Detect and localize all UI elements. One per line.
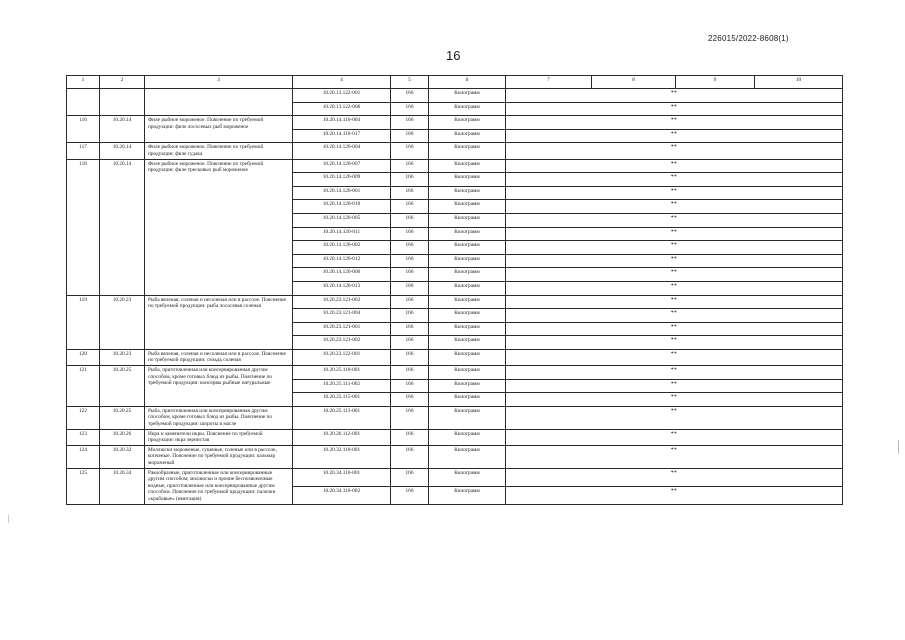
okved-code-cell: 10.20.32 — [100, 445, 145, 468]
marker-cell: ** — [506, 445, 843, 468]
unit-code-cell: 166 — [391, 349, 429, 365]
unit-name-cell: Килограмм — [429, 366, 506, 380]
unit-code-cell: 166 — [391, 116, 429, 130]
okpd-code-cell: 10.20.32.110-001 — [293, 445, 391, 468]
margin-mark — [898, 440, 899, 454]
table-row — [67, 116, 843, 130]
okpd-code-cell: 10.20.14.110-004 — [293, 116, 391, 130]
unit-code-cell: 166 — [391, 89, 429, 103]
description-cell: Филе рыбное мороженое. Пояснение по требуемой продукции: филе судака — [145, 143, 293, 159]
unit-name-cell: Килограмм — [429, 116, 506, 130]
row-number-cell — [67, 89, 100, 116]
okpd-code-cell: 10.20.34.110-002 — [293, 486, 391, 504]
unit-name-cell: Килограмм — [429, 445, 506, 468]
unit-name-cell: Килограмм — [429, 173, 506, 187]
marker-cell: ** — [506, 429, 843, 445]
unit-code-cell: 166 — [391, 393, 429, 407]
column-header: 2 — [100, 76, 145, 89]
column-header: 1 — [67, 76, 100, 89]
okpd-code-cell: 10.20.23.121-003 — [293, 295, 391, 309]
unit-code-cell: 166 — [391, 336, 429, 350]
column-header: 7 — [506, 76, 592, 89]
marker-cell: ** — [506, 116, 843, 130]
marker-cell: ** — [506, 366, 843, 380]
okved-code-cell: 10.20.14 — [100, 159, 145, 295]
okpd-code-cell: 10.20.13.122-006 — [293, 102, 391, 116]
unit-code-cell: 166 — [391, 173, 429, 187]
description-cell — [145, 89, 293, 116]
okpd-code-cell: 10.20.23.121-004 — [293, 309, 391, 323]
marker-cell: ** — [506, 393, 843, 407]
unit-code-cell: 166 — [391, 322, 429, 336]
description-cell: Ракообразные, приготовленные или консервированные другим способом; моллюски и прочие беспозвоночные водные, приготовленные или консервированные другим способом. Пояснение по требуемой продукции: палочки «крабовые» (имитация) — [145, 468, 293, 504]
marker-cell: ** — [506, 159, 843, 173]
unit-code-cell: 166 — [391, 254, 429, 268]
okved-code-cell: 10.20.26 — [100, 429, 145, 445]
okpd-code-cell: 10.20.14.110-017 — [293, 129, 391, 143]
okved-code-cell: 10.20.25 — [100, 406, 145, 429]
description-cell: Рыба, приготовленная или консервированная другим способом, кроме готовых блюд из рыбы. Пояснение по требуемой продукции: консервы рыбные натуральные — [145, 366, 293, 407]
unit-name-cell: Килограмм — [429, 159, 506, 173]
okpd-code-cell: 10.20.14.120-006 — [293, 268, 391, 282]
unit-code-cell: 166 — [391, 186, 429, 200]
unit-name-cell: Килограмм — [429, 322, 506, 336]
unit-name-cell: Килограмм — [429, 241, 506, 255]
unit-name-cell: Килограмм — [429, 143, 506, 159]
marker-cell: ** — [506, 173, 843, 187]
row-number-cell: 121 — [67, 366, 100, 407]
unit-name-cell: Килограмм — [429, 406, 506, 429]
table-row — [67, 445, 843, 468]
okpd-code-cell: 10.20.23.121-002 — [293, 336, 391, 350]
unit-name-cell: Килограмм — [429, 429, 506, 445]
unit-name-cell: Килограмм — [429, 200, 506, 214]
marker-cell: ** — [506, 336, 843, 350]
unit-name-cell: Килограмм — [429, 213, 506, 227]
okved-code-cell: 10.20.14 — [100, 116, 145, 143]
okpd-code-cell: 10.20.14.120-005 — [293, 213, 391, 227]
okved-code-cell: 10.20.34 — [100, 468, 145, 504]
unit-code-cell: 166 — [391, 468, 429, 486]
row-number-cell: 125 — [67, 468, 100, 504]
unit-code-cell: 166 — [391, 241, 429, 255]
column-header: 4 — [293, 76, 391, 89]
column-header: 6 — [429, 76, 506, 89]
description-cell: Филе рыбное мороженое. Пояснение по требуемой продукции: филе лососевых рыб мороженое — [145, 116, 293, 143]
unit-name-cell: Килограмм — [429, 336, 506, 350]
unit-code-cell: 166 — [391, 295, 429, 309]
unit-name-cell: Килограмм — [429, 393, 506, 407]
okpd-code-cell: 10.20.14.120-007 — [293, 159, 391, 173]
margin-mark — [8, 515, 9, 523]
row-number-cell: 122 — [67, 406, 100, 429]
unit-code-cell: 166 — [391, 445, 429, 468]
marker-cell: ** — [506, 322, 843, 336]
document-number: 226015/2022-8608(1) — [708, 34, 789, 43]
unit-code-cell: 166 — [391, 143, 429, 159]
unit-name-cell: Килограмм — [429, 468, 506, 486]
row-number-cell: 116 — [67, 116, 100, 143]
marker-cell: ** — [506, 241, 843, 255]
okpd-code-cell: 10.20.13.122-001 — [293, 89, 391, 103]
okpd-code-cell: 10.20.14.120-009 — [293, 173, 391, 187]
unit-name-cell: Килограмм — [429, 129, 506, 143]
marker-cell: ** — [506, 200, 843, 214]
unit-name-cell: Килограмм — [429, 102, 506, 116]
marker-cell: ** — [506, 281, 843, 295]
marker-cell: ** — [506, 254, 843, 268]
okpd-code-cell: 10.20.34.110-001 — [293, 468, 391, 486]
unit-code-cell: 166 — [391, 406, 429, 429]
okved-code-cell: 10.20.23 — [100, 349, 145, 365]
column-header: 10 — [755, 76, 843, 89]
row-number-cell: 118 — [67, 159, 100, 295]
marker-cell: ** — [506, 129, 843, 143]
unit-code-cell: 166 — [391, 129, 429, 143]
description-cell: Филе рыбное мороженое. Пояснение по требуемой продукции: филе тресковых рыб мороженое — [145, 159, 293, 295]
marker-cell: ** — [506, 102, 843, 116]
okved-code-cell: 10.20.14 — [100, 143, 145, 159]
description-cell: Рыба вяленая, соленая и несоленая или в рассоле. Пояснение по требуемой продукции: рыба лососевая соленая — [145, 295, 293, 349]
column-header: 9 — [676, 76, 755, 89]
unit-code-cell: 166 — [391, 213, 429, 227]
unit-name-cell: Килограмм — [429, 281, 506, 295]
marker-cell: ** — [506, 89, 843, 103]
table-row — [67, 349, 843, 365]
page-number: 16 — [446, 48, 461, 63]
unit-code-cell: 166 — [391, 159, 429, 173]
table-row — [67, 295, 843, 309]
unit-name-cell: Килограмм — [429, 486, 506, 504]
unit-code-cell: 166 — [391, 429, 429, 445]
okpd-code-cell: 10.20.26.112-001 — [293, 429, 391, 445]
okpd-code-cell: 10.20.25.115-001 — [293, 393, 391, 407]
unit-name-cell: Килограмм — [429, 89, 506, 103]
unit-code-cell: 166 — [391, 281, 429, 295]
okpd-code-cell: 10.20.14.120-004 — [293, 143, 391, 159]
okpd-code-cell: 10.20.25.110-001 — [293, 366, 391, 380]
unit-code-cell: 166 — [391, 379, 429, 393]
unit-name-cell: Килограмм — [429, 254, 506, 268]
table-row — [67, 429, 843, 445]
marker-cell: ** — [506, 186, 843, 200]
table-row — [67, 468, 843, 486]
marker-cell: ** — [506, 295, 843, 309]
table-row — [67, 406, 843, 429]
table-row — [67, 89, 843, 103]
table-row — [67, 159, 843, 173]
unit-code-cell: 166 — [391, 268, 429, 282]
description-cell: Рыба, приготовленная или консервированная другим способом, кроме готовых блюд из рыбы. Пояснение по требуемой продукции: шпроты в масле — [145, 406, 293, 429]
okpd-code-cell: 10.20.25.111-002 — [293, 379, 391, 393]
unit-name-cell: Килограмм — [429, 295, 506, 309]
unit-name-cell: Килограмм — [429, 268, 506, 282]
unit-name-cell: Килограмм — [429, 349, 506, 365]
table-body — [67, 76, 843, 505]
marker-cell: ** — [506, 268, 843, 282]
marker-cell: ** — [506, 468, 843, 486]
column-header: 5 — [391, 76, 429, 89]
unit-name-cell: Килограмм — [429, 379, 506, 393]
column-header: 3 — [145, 76, 293, 89]
row-number-cell: 119 — [67, 295, 100, 349]
okpd-code-cell: 10.20.14.120-012 — [293, 254, 391, 268]
unit-code-cell: 166 — [391, 102, 429, 116]
okpd-code-cell: 10.20.25.113-001 — [293, 406, 391, 429]
row-number-cell: 117 — [67, 143, 100, 159]
procurement-table — [66, 75, 843, 505]
okpd-code-cell: 10.20.23.122-001 — [293, 349, 391, 365]
okpd-code-cell: 10.20.23.121-001 — [293, 322, 391, 336]
marker-cell: ** — [506, 309, 843, 323]
okpd-code-cell: 10.20.14.120-011 — [293, 227, 391, 241]
marker-cell: ** — [506, 349, 843, 365]
marker-cell: ** — [506, 143, 843, 159]
unit-name-cell: Килограмм — [429, 227, 506, 241]
table-row — [67, 366, 843, 380]
okved-code-cell: 10.20.23 — [100, 295, 145, 349]
marker-cell: ** — [506, 213, 843, 227]
unit-code-cell: 166 — [391, 227, 429, 241]
unit-name-cell: Килограмм — [429, 309, 506, 323]
unit-code-cell: 166 — [391, 309, 429, 323]
okpd-code-cell: 10.20.14.120-013 — [293, 281, 391, 295]
description-cell: Икра и заменители икры. Пояснение по требуемой продукции: икра зернистая — [145, 429, 293, 445]
okpd-code-cell: 10.20.14.120-001 — [293, 186, 391, 200]
okved-code-cell: 10.20.25 — [100, 366, 145, 407]
marker-cell: ** — [506, 379, 843, 393]
unit-name-cell: Килограмм — [429, 186, 506, 200]
unit-code-cell: 166 — [391, 486, 429, 504]
okved-code-cell — [100, 89, 145, 116]
marker-cell: ** — [506, 406, 843, 429]
header-row — [67, 76, 843, 89]
marker-cell: ** — [506, 227, 843, 241]
okpd-code-cell: 10.20.14.120-010 — [293, 200, 391, 214]
table-row — [67, 143, 843, 159]
description-cell: Рыба вяленая, соленая и несоленая или в рассоле. Пояснение по требуемой продукции: сельдь соленая — [145, 349, 293, 365]
row-number-cell: 120 — [67, 349, 100, 365]
row-number-cell: 124 — [67, 445, 100, 468]
description-cell: Моллюски мороженые, сушеные, соленые или в рассоле, копченые. Пояснение по требуемой продукции: кальмар мороженый — [145, 445, 293, 468]
unit-code-cell: 166 — [391, 366, 429, 380]
row-number-cell: 123 — [67, 429, 100, 445]
marker-cell: ** — [506, 486, 843, 504]
column-header: 8 — [592, 76, 676, 89]
unit-code-cell: 166 — [391, 200, 429, 214]
okpd-code-cell: 10.20.14.120-002 — [293, 241, 391, 255]
